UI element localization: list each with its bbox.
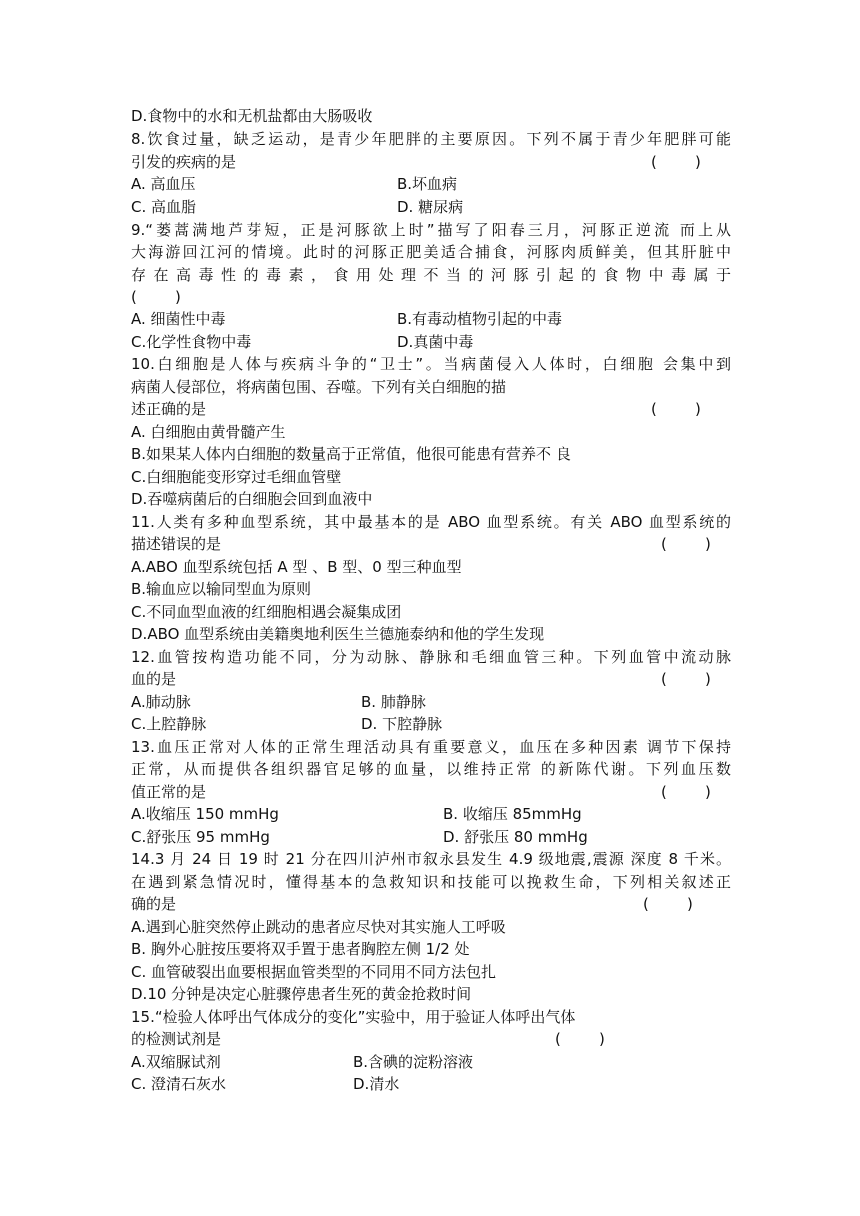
- q11-stem-line1: 11.人类有多种血型系统，其中最基本的是 ABO 血型系统。有关 ABO 血型系统的: [131, 513, 731, 531]
- q13-stem-line1: 13.血压正常对人体的正常生理活动具有重要意义，血压在多种因素 调节下保持: [131, 738, 731, 756]
- q11-option-a: A.ABO 血型系统包括 A 型 、B 型、0 型三种血型: [131, 558, 462, 576]
- q9-stem-line3: 存在高毒性的毒素，食用处理不当的河豚引起的食物中毒属于: [131, 266, 731, 284]
- q9-option-b: B.有毒动植物引起的中毒: [397, 310, 563, 328]
- q13-answer-blank: ( ): [661, 783, 711, 801]
- q14-option-a: A.遇到心脏突然停止跳动的患者应尽快对其实施人工呼吸: [131, 918, 506, 936]
- q13-stem-line3: 值正常的是: [131, 783, 207, 801]
- q14-option-b: B. 胸外心脏按压要将双手置于患者胸腔左侧 1/2 处: [131, 940, 470, 958]
- q10-stem-line2: 病菌人侵部位，将病菌包围、吞噬。下列有关白细胞的描: [131, 378, 507, 396]
- q15-answer-blank: ( ): [555, 1030, 605, 1048]
- q8-answer-blank: ( ): [651, 153, 701, 171]
- q14-option-d: D.10 分钟是决定心脏骤停患者生死的黄金抢救时间: [131, 985, 472, 1003]
- q9-option-c: C.化学性食物中毒: [131, 333, 252, 351]
- q14-stem-line2: 在遇到紧急情况时，懂得基本的急救知识和技能可以挽救生命，下列相关叙述正: [131, 873, 731, 891]
- q8-stem-line1: 8.饮食过量，缺乏运动，是青少年肥胖的主要原因。下列不属于青少年肥胖可能: [131, 130, 731, 148]
- q8-stem-line2: 引发的疾病的是: [131, 153, 237, 171]
- q9-option-d: D.真菌中毒: [397, 333, 474, 351]
- q8-option-b: B.坏血病: [397, 175, 458, 193]
- q10-answer-blank: ( ): [651, 400, 701, 418]
- q11-option-b: B.输血应以输同型血为原则: [131, 580, 312, 598]
- q9-option-a: A. 细菌性中毒: [131, 310, 226, 328]
- q12-option-b: B. 肺静脉: [361, 693, 426, 711]
- q15-option-c: C. 澄清石灰水: [131, 1075, 227, 1093]
- q10-option-a: A. 白细胞由黄骨髓产生: [131, 423, 286, 441]
- q9-stem-line2: 大海游回江河的情境。此时的河豚正肥美适合捕食，河豚肉质鲜美，但其肝脏中: [131, 243, 731, 261]
- q13-option-a: A.收缩压 150 mmHg: [131, 805, 279, 823]
- q13-option-c: C.舒张压 95 mmHg: [131, 828, 270, 846]
- q15-option-a: A.双缩脲试剂: [131, 1053, 221, 1071]
- q11-answer-blank: ( ): [661, 535, 711, 553]
- q14-option-c: C. 血管破裂出血要根据血管类型的不同用不同方法包扎: [131, 963, 497, 981]
- q11-option-d: D.ABO 血型系统由美籍奥地利医生兰德施泰纳和他的学生发现: [131, 625, 545, 643]
- q15-stem-line2: 的检测试剂是: [131, 1030, 222, 1048]
- q12-option-c: C.上腔静脉: [131, 715, 207, 733]
- q15-option-b: B.含碘的淀粉溶液: [353, 1053, 474, 1071]
- q8-option-c: C. 高血脂: [131, 198, 197, 216]
- q8-option-a: A. 高血压: [131, 175, 196, 193]
- q15-stem-line1: 15.“检验人体呼出气体成分的变化”实验中，用于验证人体呼出气体: [131, 1008, 576, 1026]
- q12-answer-blank: ( ): [661, 670, 711, 688]
- q9-answer-blank: ( ): [131, 288, 181, 306]
- q14-answer-blank: ( ): [643, 895, 693, 913]
- q12-option-d: D. 下腔静脉: [361, 715, 443, 733]
- q12-stem-line1: 12.血管按构造功能不同，分为动脉、静脉和毛细血管三种。下列血管中流动脉: [131, 648, 731, 666]
- q10-option-b: B.如果某人体内白细胞的数量高于正常值，他很可能患有营养不 良: [131, 445, 571, 463]
- q13-option-b: B. 收缩压 85mmHg: [443, 805, 582, 823]
- q12-option-a: A.肺动脉: [131, 693, 191, 711]
- q9-stem-line1: 9.“蒌蒿满地芦芽短，正是河豚欲上时”描写了阳春三月，河豚正逆流 而上从: [131, 221, 731, 239]
- q11-stem-line2: 描述错误的是: [131, 535, 222, 553]
- q8-option-d: D. 糖尿病: [397, 198, 464, 216]
- q10-option-d: D.吞噬病菌后的白细胞会回到血液中: [131, 490, 373, 508]
- q12-stem-line2: 血的是: [131, 670, 177, 688]
- q14-stem-line1: 14.3 月 24 日 19 时 21 分在四川泸州市叙永县发生 4.9 级地震,震源 深度 8 千米。: [131, 850, 731, 868]
- q15-option-d: D.清水: [353, 1075, 400, 1093]
- q10-stem-line3: 述正确的是: [131, 400, 207, 418]
- q11-option-c: C.不同血型血液的红细胞相遇会凝集成团: [131, 603, 402, 621]
- q10-stem-line1: 10.白细胞是人体与疾病斗争的“卫士”。当病菌侵入人体时，白细胞 会集中到: [131, 355, 731, 373]
- q7-option-d: D.食物中的水和无机盐都由大肠吸收: [131, 107, 373, 125]
- q13-option-d: D. 舒张压 80 mmHg: [443, 828, 588, 846]
- q10-option-c: C.白细胞能变形穿过毛细血管壁: [131, 468, 342, 486]
- q13-stem-line2: 正常，从而提供各组织器官足够的血量，以维持正常 的新陈代谢。下列血压数: [131, 760, 731, 778]
- q14-stem-line3: 确的是: [131, 895, 177, 913]
